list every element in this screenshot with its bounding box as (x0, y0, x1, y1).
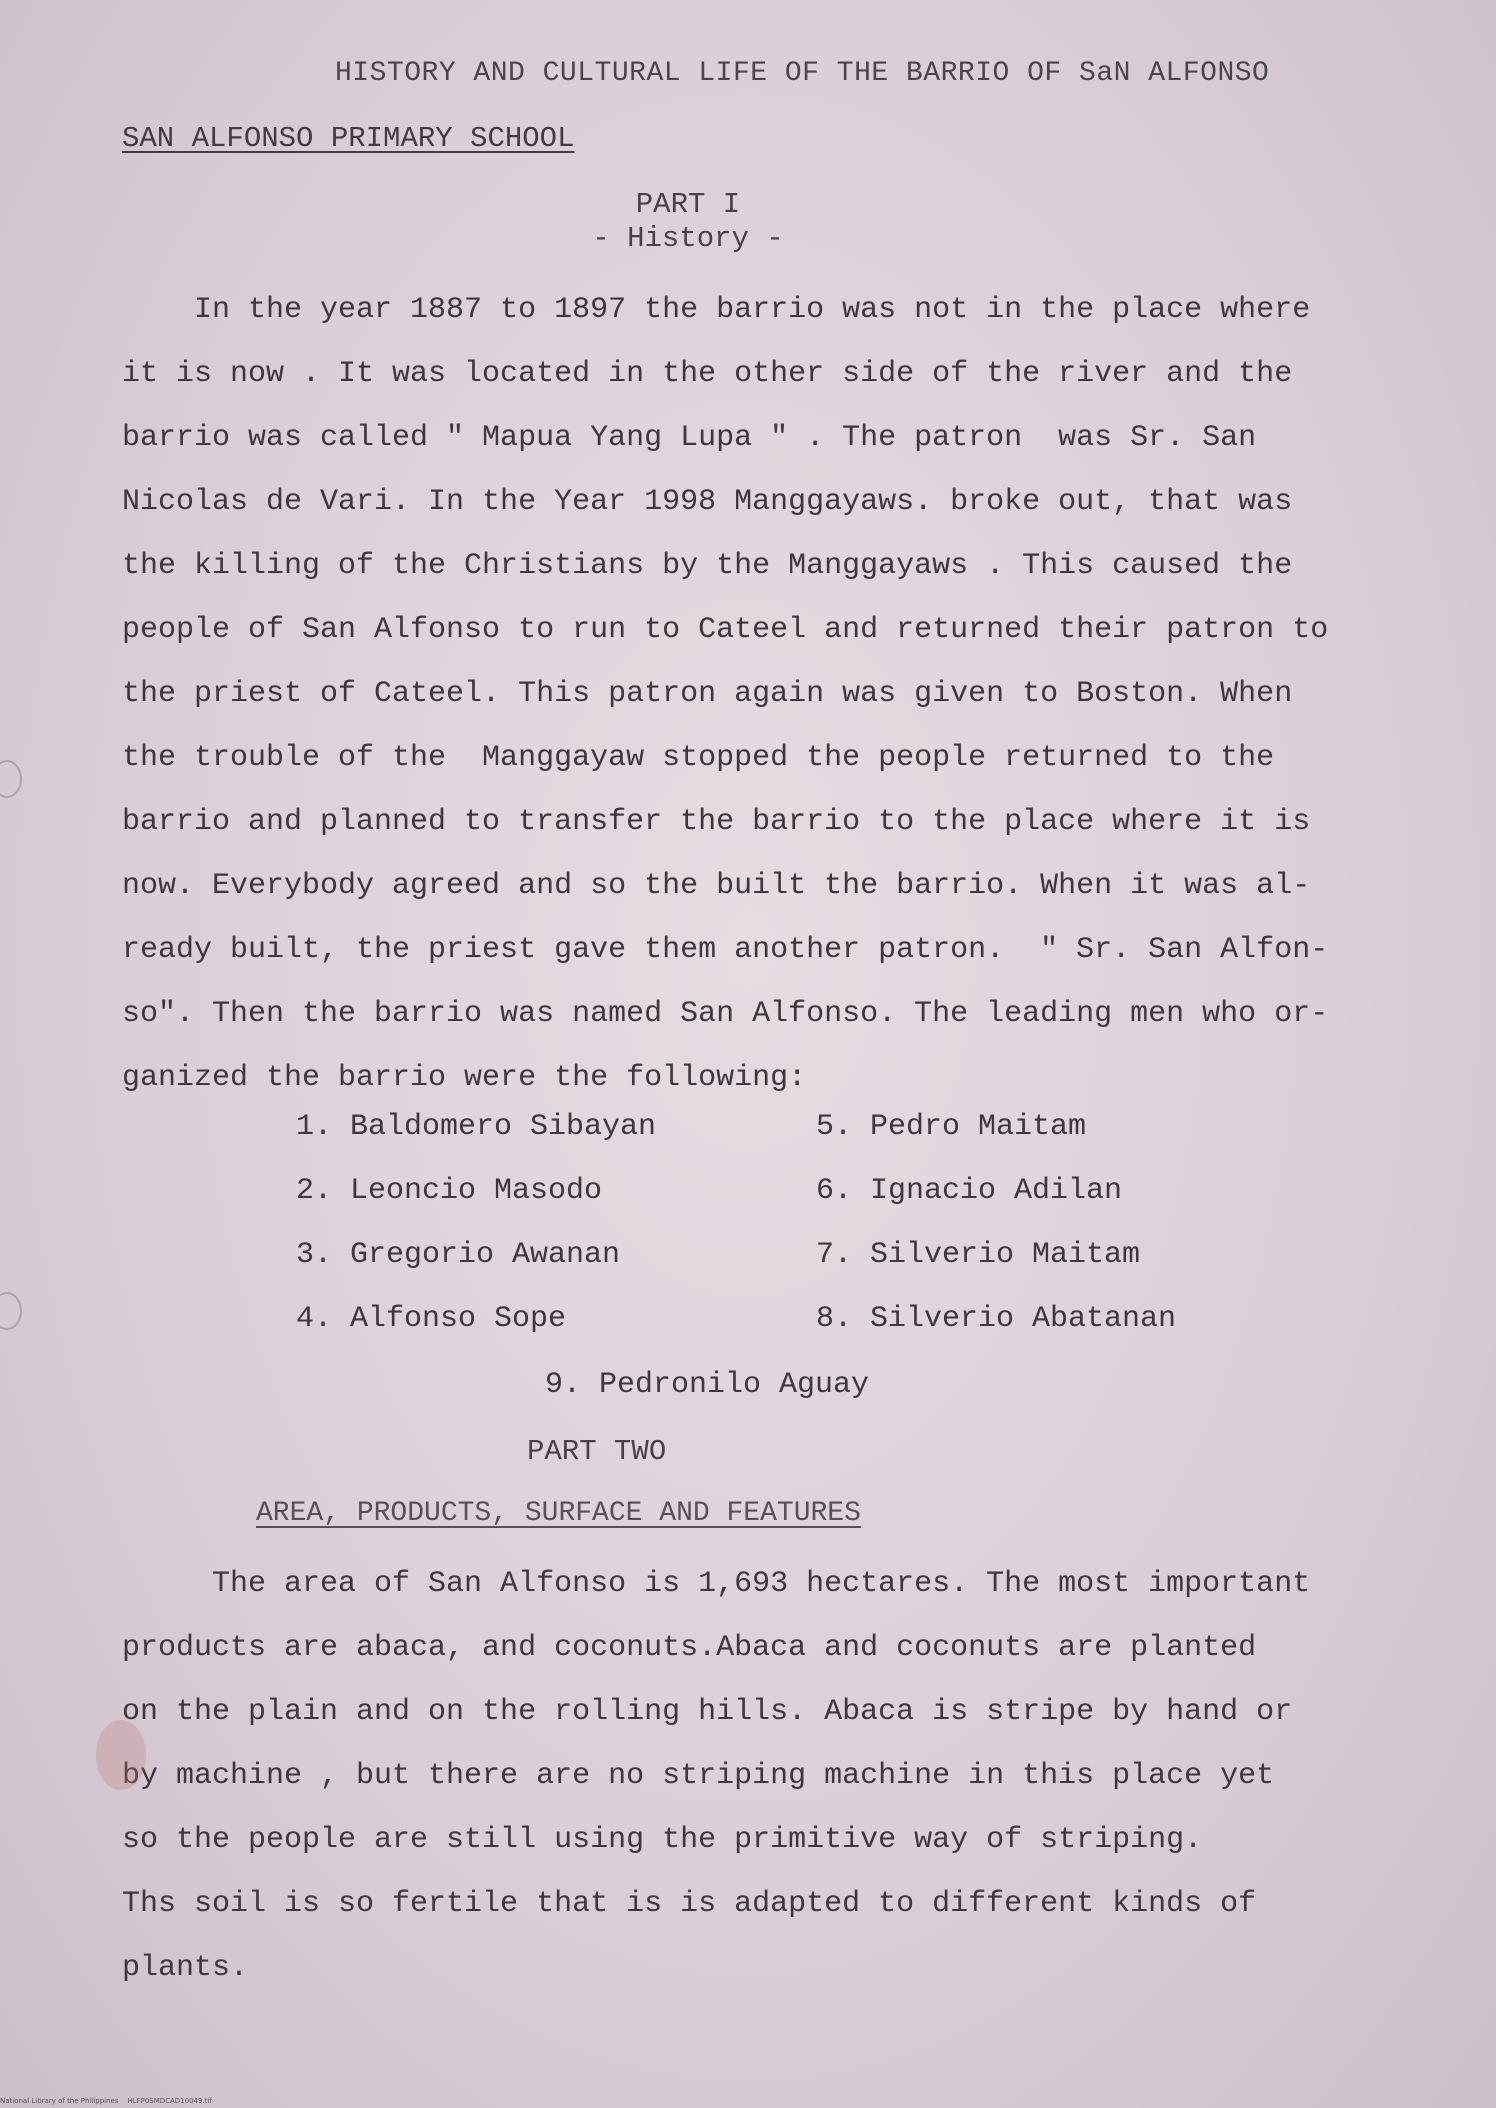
paragraph-line: people of San Alfonso to run to Cateel and returned their patron to (122, 613, 1329, 647)
leader-name: 9. Pedronilo Aguay (545, 1368, 870, 1402)
school-name: SAN ALFONSO PRIMARY SCHOOL (122, 122, 575, 155)
binder-hole-icon (0, 760, 22, 798)
list-item (296, 1302, 1256, 1366)
paragraph-line: ready built, the priest gave them another patron. " Sr. San Alfon- (122, 933, 1329, 967)
scan-footer: National Library of the Philippines HLFP0SMDCAD10049.tif (0, 2097, 212, 2105)
paragraph-line: the killing of the Christians by the Manggayaws . This caused the (122, 549, 1293, 583)
paragraph-line: ganized the barrio were the following: (122, 1061, 807, 1095)
list-item (296, 1110, 1256, 1174)
paragraph-line: on the plain and on the rolling hills. Abaca is stripe by hand or (122, 1695, 1293, 1729)
leader-name: 8. Silverio Abatanan (816, 1302, 1177, 1336)
leader-name: 4. Alfonso Sope (296, 1302, 567, 1336)
leader-name: 2. Leoncio Masodo (296, 1174, 603, 1208)
paragraph-line: so". Then the barrio was named San Alfonso. The leading men who or- (122, 997, 1329, 1031)
stain-mark (96, 1720, 146, 1790)
paragraph-line: Ths soil is so fertile that is is adapted to different kinds of (122, 1887, 1257, 1921)
paragraph-line: so the people are still using the primitive way of striping. (122, 1823, 1203, 1857)
leader-name: 5. Pedro Maitam (816, 1110, 1087, 1144)
part-two-subheading: AREA, PRODUCTS, SURFACE AND FEATURES (256, 1498, 861, 1529)
paragraph-line: Nicolas de Vari. In the Year 1998 Manggayaws. broke out, that was (122, 485, 1293, 519)
binder-hole-icon (0, 1292, 22, 1330)
paragraph-line: barrio was called " Mapua Yang Lupa " . The patron was Sr. San (122, 421, 1257, 455)
document-title: HISTORY AND CULTURAL LIFE OF THE BARRIO OF SaN ALFONSO (335, 58, 1270, 89)
paragraph-line: by machine , but there are no striping machine in this place yet (122, 1759, 1275, 1793)
leader-name: 3. Gregorio Awanan (296, 1238, 621, 1272)
paragraph-line: The area of San Alfonso is 1,693 hectares. The most important (122, 1567, 1311, 1601)
part-one-subheading: - History - (592, 222, 784, 255)
paragraph-line: now. Everybody agreed and so the built the barrio. When it was al- (122, 869, 1311, 903)
list-item (296, 1238, 1256, 1302)
leader-name: 6. Ignacio Adilan (816, 1174, 1123, 1208)
part-one-heading: PART I (635, 188, 741, 221)
area-paragraph (122, 1552, 1462, 2000)
paragraph-line: products are abaca, and coconuts.Abaca and coconuts are planted (122, 1631, 1257, 1665)
leaders-list (296, 1110, 1256, 1366)
leader-name: 1. Baldomero Sibayan (296, 1110, 657, 1144)
paragraph-line: plants. (122, 1951, 249, 1985)
paragraph-line: In the year 1887 to 1897 the barrio was not in the place where (122, 293, 1311, 327)
leader-name: 7. Silverio Maitam (816, 1238, 1141, 1272)
paragraph-line: it is now . It was located in the other side of the river and the (122, 357, 1293, 391)
paragraph-line: the priest of Cateel. This patron again was given to Boston. When (122, 677, 1293, 711)
part-two-heading: PART TWO (527, 1435, 667, 1468)
history-paragraph (122, 278, 1422, 1110)
list-item (296, 1174, 1256, 1238)
paragraph-line: the trouble of the Manggayaw stopped the people returned to the (122, 741, 1275, 775)
paragraph-line: barrio and planned to transfer the barrio to the place where it is (122, 805, 1311, 839)
